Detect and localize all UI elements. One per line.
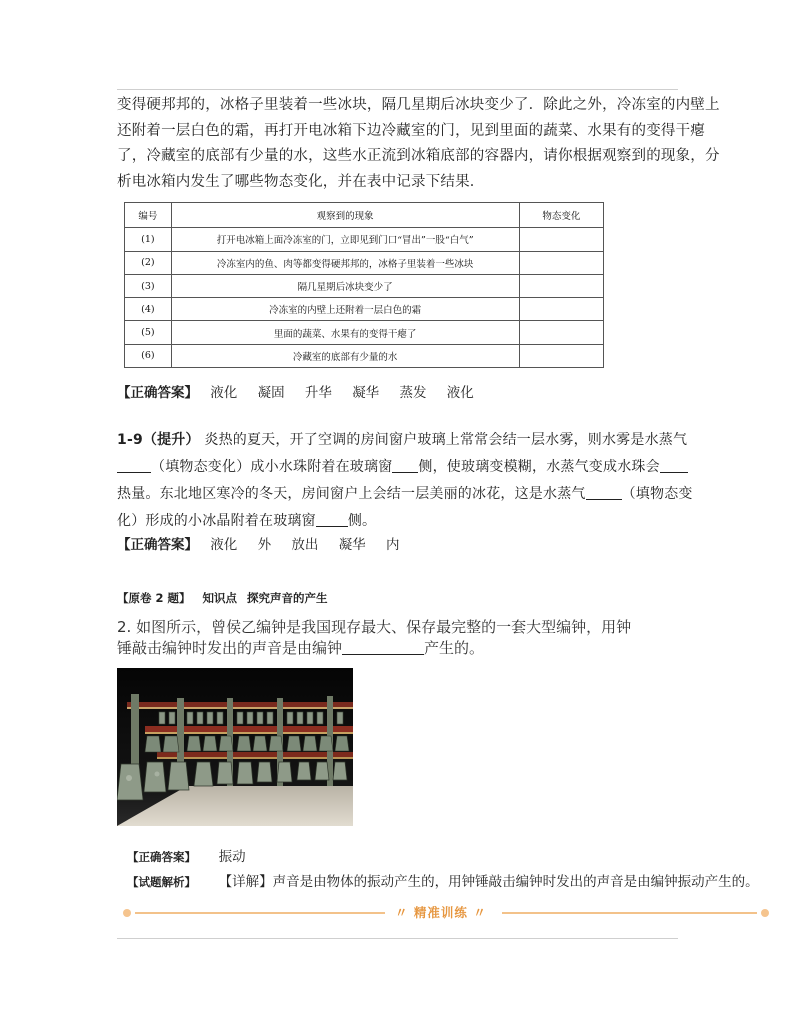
intro-line: 变得硬邦邦的，冰格子里装着一些冰块，隔几星期后冰块变少了．除此之外，冷冻室的内壁上 — [117, 97, 720, 113]
q2-text: 产生的。 — [424, 639, 485, 657]
intro-paragraph — [117, 93, 720, 195]
q19-number: 1-9 — [117, 432, 143, 448]
row-number: (4) — [125, 298, 172, 321]
section-bracket: 【原卷 2 题】 — [117, 591, 191, 605]
answer-value: 外 — [257, 537, 272, 553]
q19-text: 侧。 — [347, 513, 377, 529]
fill-blank[interactable] — [342, 640, 424, 655]
fill-blank[interactable] — [117, 458, 151, 473]
table-header-row — [125, 203, 604, 228]
row-change-cell[interactable] — [519, 344, 603, 367]
table-row — [125, 298, 604, 321]
bianzhong-bells-photo — [117, 668, 353, 826]
q19-text: 化）形成的小冰晶附着在玻璃窗 — [117, 513, 316, 529]
answer-label: 【正确答案】 — [117, 537, 198, 553]
col-header-number: 编号 — [125, 203, 172, 228]
row-change-cell[interactable] — [519, 298, 603, 321]
row-change-cell[interactable] — [519, 321, 603, 344]
banner-line — [502, 912, 757, 914]
q2-text: 锤敲击编钟时发出的声音是由编钟 — [117, 639, 343, 657]
q19-line-1 — [117, 427, 687, 454]
q19-text: 炎热的夏天，开了空调的房间窗户玻璃上常常会结一层水雾，则水雾是水蒸气 — [204, 432, 688, 448]
table-row — [125, 321, 604, 344]
answer-label: 【正确答案】 — [127, 850, 196, 864]
table-row — [125, 251, 604, 274]
q19-text: （填物态变化）成小水珠附着在玻璃窗 — [151, 459, 393, 475]
q2-line-1: 2. 如图所示，曾侯乙编钟是我国现存最大、保存最完整的一套大型编钟，用钟 — [117, 618, 632, 636]
section-header — [117, 590, 328, 606]
answer-value: 振动 — [218, 849, 246, 865]
q2-line-2 — [117, 638, 631, 659]
q19-line-3 — [117, 481, 693, 508]
answer-value: 液化 — [210, 537, 238, 553]
row-change-cell[interactable] — [519, 274, 603, 297]
answer-row-2 — [117, 533, 415, 553]
table-row — [125, 344, 604, 367]
answer-value: 液化 — [210, 385, 238, 401]
fill-blank[interactable] — [392, 458, 418, 473]
q19-line-4 — [117, 508, 687, 535]
row-change-cell[interactable] — [519, 228, 603, 251]
bottom-rule — [117, 938, 678, 939]
row-phenomenon: 隔几星期后冰块变少了 — [171, 274, 519, 297]
row-number: (6) — [125, 344, 172, 367]
q19-line-2 — [117, 454, 687, 481]
q19-text: 热量。东北地区寒冷的冬天，房间窗户上会结一层美丽的冰花，这是水蒸气 — [117, 486, 586, 502]
banner-dot — [761, 909, 769, 917]
col-header-phenomenon: 观察到的现象 — [171, 203, 519, 228]
row-number: (5) — [125, 321, 172, 344]
answer-value: 放出 — [291, 537, 319, 553]
row-phenomenon: 冷冻室内的鱼、肉等都变得硬邦邦的，冰格子里装着一些冰块 — [171, 251, 519, 274]
analysis-label: 【试题解析】 — [127, 875, 196, 889]
banner-dot — [123, 909, 131, 917]
fill-blank[interactable] — [316, 512, 348, 527]
intro-line: 还附着一层白色的霜，再打开电冰箱下边冷藏室的门，见到里面的蔬菜、水果有的变得干瘪 — [117, 122, 705, 139]
row-change-cell[interactable] — [519, 251, 603, 274]
answer-value: 内 — [385, 537, 400, 553]
analysis-text: 【详解】声音是由物体的振动产生的，用钟锤敲击编钟时发出的声音是由编钟振动产生的。 — [218, 874, 759, 890]
row-phenomenon: 冷藏室的底部有少量的水 — [171, 344, 519, 367]
observation-table — [124, 202, 604, 368]
top-rule — [117, 89, 678, 90]
row-phenomenon: 里面的蔬菜、水果有的变得干瘪了 — [171, 321, 519, 344]
q19-tag: （提升） — [142, 432, 200, 448]
row-number: (3) — [125, 274, 172, 297]
analysis-row — [127, 870, 759, 890]
answer-value: 升华 — [304, 385, 332, 401]
answer-row-3 — [127, 845, 246, 865]
fill-blank[interactable] — [660, 458, 688, 473]
question-1-9 — [117, 427, 693, 535]
fill-blank[interactable] — [586, 485, 622, 500]
answer-row-1 — [117, 381, 490, 401]
intro-line: 析电冰箱内发生了哪些物态变化，并在表中记录下结果． — [117, 173, 485, 190]
banner-line — [135, 912, 385, 914]
row-phenomenon: 打开电冰箱上面冷冻室的门，立即见到门口“冒出”一股“白气” — [171, 228, 519, 251]
answer-label: 【正确答案】 — [117, 385, 198, 401]
q19-text: 侧，使玻璃变模糊，水蒸气变成水珠会 — [418, 459, 660, 475]
row-phenomenon: 冷冻室的内壁上还附着一层白色的霜 — [171, 298, 519, 321]
q19-text: （填物态变 — [621, 486, 693, 502]
intro-line: 了，冷藏室的底部有少量的水，这些水正流到冰箱底部的容器内，请你根据观察到的现象，分 — [117, 148, 720, 164]
row-number: (2) — [125, 251, 172, 274]
section-banner — [117, 903, 772, 923]
col-header-change: 物态变化 — [519, 203, 603, 228]
answer-value: 凝华 — [338, 537, 366, 553]
knowledge-label: 知识点 — [202, 591, 238, 605]
answer-value: 液化 — [446, 385, 474, 401]
answer-value: 凝固 — [257, 385, 285, 401]
row-number: (1) — [125, 228, 172, 251]
answer-value: 蒸发 — [399, 385, 427, 401]
answer-value: 凝华 — [352, 385, 380, 401]
question-2 — [117, 617, 631, 659]
knowledge-value: 探究声音的产生 — [247, 591, 328, 605]
table-row — [125, 228, 604, 251]
banner-title: 〃 精准训练 〃 — [395, 905, 487, 920]
table-row — [125, 274, 604, 297]
